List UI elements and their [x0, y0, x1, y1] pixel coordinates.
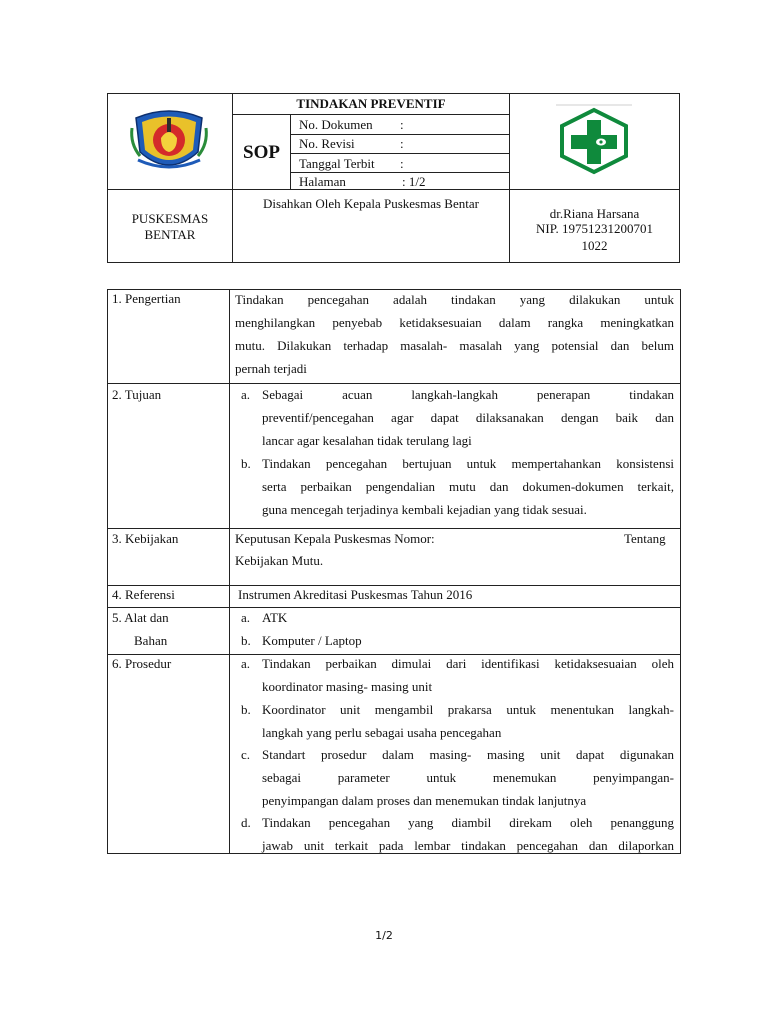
field-tanggal-terbit-label: Tanggal Terbit: [299, 156, 375, 171]
prosedur-item-c: [262, 743, 674, 812]
document-title: TINDAKAN PREVENTIF: [296, 96, 446, 111]
prosedur-b-line: langkah yang perlu sebagai usaha pencegahan: [262, 725, 502, 740]
prosedur-marker: c.: [241, 747, 251, 762]
section-pengertian-label: 1. Pengertian: [112, 291, 181, 306]
prosedur-d-line: Tindakan pencegahan yang diambil direkam oleh penanggung: [262, 815, 674, 830]
regional-emblem-logo: [128, 108, 210, 176]
prosedur-b-line: Koordinator unit mengambil prakarsa untuk menentukan langkah-: [262, 702, 674, 717]
tujuan-a-line: preventif/pencegahan agar dapat dilaksanakan dengan baik dan: [262, 410, 674, 425]
tujuan-a-line: lancar agar kesalahan tidak terulang lagi: [262, 433, 472, 448]
section-referensi-label: 4. Referensi: [112, 587, 175, 602]
prosedur-item-d: [262, 811, 674, 857]
prosedur-a-line: koordinator masing- masing unit: [262, 679, 433, 694]
tujuan-b-line: guna mencegah terjadinya kembali kejadian yang tidak sesuai.: [262, 502, 587, 517]
prosedur-marker: a.: [241, 656, 251, 671]
field-halaman-label: Halaman: [299, 174, 346, 189]
pengertian-line: Tindakan pencegahan adalah tindakan yang dilakukan untuk: [235, 292, 674, 307]
org-name-line-2: BENTAR: [144, 227, 196, 242]
tujuan-a-line: Sebagai acuan langkah-langkah penerapan tindakan: [262, 387, 674, 402]
field-no-dokumen-label: No. Dokumen: [299, 117, 373, 132]
referensi-text: Instrumen Akreditasi Puskesmas Tahun 2016: [238, 587, 473, 602]
prosedur-a-line: Tindakan perbaikan dimulai dari identifikasi ketidaksesuaian oleh: [262, 656, 674, 671]
prosedur-d-line: jawab unit terkait pada lembar tindakan pencegahan dan dilaporkan: [262, 838, 674, 853]
tujuan-item-a: [262, 383, 674, 452]
alat-bahan-marker: a.: [241, 610, 251, 625]
pengertian-line: mutu. Dilakukan terhadap masalah- masalah yang potensial dan belum: [235, 338, 674, 353]
page-number: 1/2: [375, 929, 393, 942]
prosedur-c-line: sebagai parameter untuk menemukan penyimpangan-: [262, 770, 674, 785]
section-prosedur-label: 6. Prosedur: [112, 656, 172, 671]
section-tujuan-label: 2. Tujuan: [112, 387, 162, 402]
org-name-line-1: PUSKESMAS: [131, 211, 209, 226]
prosedur-c-line: Standart prosedur dalam masing- masing unit dapat digunakan: [262, 747, 674, 762]
pengertian-line: menghilangkan penyebab ketidaksesuaian dalam rangka meningkatkan: [235, 315, 674, 330]
alat-bahan-item: Komputer / Laptop: [262, 633, 362, 648]
field-no-revisi-value: :: [400, 136, 404, 151]
prosedur-c-line: penyimpangan dalam proses dan menemukan tindak lanjutnya: [262, 793, 587, 808]
approval-text: Disahkan Oleh Kepala Puskesmas Bentar: [263, 196, 479, 211]
puskesmas-logo: [556, 104, 632, 176]
alat-bahan-item: ATK: [262, 610, 288, 625]
prosedur-item-b: [262, 698, 674, 744]
tujuan-item-marker: b.: [241, 456, 251, 471]
kebijakan-line-right: Tentang: [624, 531, 666, 546]
section-pengertian-body: [235, 288, 674, 380]
signer-nip-line-2: 1022: [581, 238, 608, 253]
sop-label: SOP: [243, 142, 280, 163]
tujuan-b-line: Tindakan pencegahan bertujuan untuk mempertahankan konsistensi: [262, 456, 674, 471]
prosedur-marker: d.: [241, 815, 251, 830]
pengertian-line: pernah terjadi: [235, 361, 307, 376]
alat-bahan-marker: b.: [241, 633, 251, 648]
section-alat-bahan-label-2: Bahan: [134, 633, 168, 648]
prosedur-marker: b.: [241, 702, 251, 717]
tujuan-item-b: [262, 452, 674, 521]
tujuan-b-line: serta perbaikan pengendalian mutu dan dokumen-dokumen terkait,: [262, 479, 674, 494]
section-kebijakan-label: 3. Kebijakan: [112, 531, 179, 546]
field-tanggal-terbit-value: :: [400, 156, 404, 171]
signer-name: dr.Riana Harsana: [549, 206, 640, 221]
field-halaman-value: : 1/2: [402, 174, 426, 189]
field-no-dokumen-value: :: [400, 117, 404, 132]
field-no-revisi-label: No. Revisi: [299, 136, 355, 151]
section-alat-bahan-label: 5. Alat dan: [112, 610, 169, 625]
prosedur-item-a: [262, 652, 674, 698]
signer-nip-line-1: NIP. 19751231200701: [535, 221, 653, 236]
kebijakan-line-left: Keputusan Kepala Puskesmas Nomor:: [235, 531, 435, 546]
tujuan-item-marker: a.: [241, 387, 251, 402]
kebijakan-line-2: Kebijakan Mutu.: [235, 553, 324, 568]
